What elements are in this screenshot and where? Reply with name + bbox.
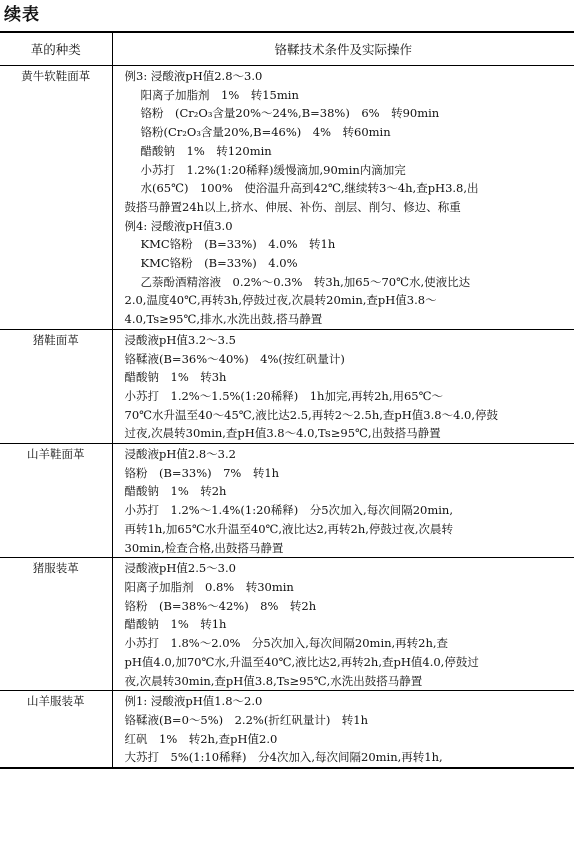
table-row — [0, 691, 574, 768]
table-row — [0, 444, 574, 558]
header-leather-type: 革的种类 — [0, 32, 112, 66]
table-row — [0, 329, 574, 443]
procedure-line: 30min,检查合格,出鼓搭马静置 — [124, 540, 284, 555]
leather-type-cell: 山羊服装革 — [0, 691, 112, 768]
procedure-line: 铬粉 (B=38%～42%) 8% 转2h — [124, 598, 317, 613]
procedure-line: KMC铬粉 (B=33%) 4.0% 转1h — [140, 237, 336, 252]
procedure-line: 铬鞣液(B=0～5%) 2.2%(折红矾量计) 转1h — [124, 712, 369, 727]
header-conditions: 铬鞣技术条件及实际操作 — [112, 32, 574, 66]
procedure-line: 小苏打 1.2%(1:20稀释)缓慢滴加,90min内滴加完 — [140, 162, 406, 177]
procedure-line: 小苏打 1.8%～2.0% 分5次加入,每次间隔20min,再转2h,查 — [124, 636, 449, 651]
leather-type-cell: 黄牛软鞋面革 — [0, 66, 112, 330]
procedure-line: KMC铬粉 (B=33%) 4.0% — [140, 256, 298, 271]
procedure-line: 夜,次晨转30min,查pH值3.8,Ts≥95℃,水洗出鼓搭马静置 — [124, 673, 423, 688]
leather-type-cell: 山羊鞋面革 — [0, 444, 112, 558]
procedure-cell — [112, 329, 574, 443]
procedure-line: 鼓搭马静置24h以上,挤水、伸展、补伤、剖层、削匀、修边、称重 — [124, 199, 461, 214]
procedure-line: 例4: 浸酸液pH值3.0 — [124, 218, 233, 233]
procedure-line: 再转1h,加65℃水升温至40℃,液比达2,再转2h,停鼓过夜,次晨转 — [124, 521, 454, 536]
procedure-cell — [112, 444, 574, 558]
procedure-line: 醋酸钠 1% 转2h — [124, 484, 227, 499]
chrome-tanning-table — [0, 31, 574, 769]
page-title: 续表 — [4, 5, 40, 25]
procedure-line: 铬鞣液(B=36%～40%) 4%(按红矾量计) — [124, 351, 345, 366]
procedure-line: 过夜,次晨转30min,查pH值3.8～4.0,Ts≥95℃,出鼓搭马静置 — [124, 426, 441, 441]
procedure-line: 大苏打 5%(1:10稀释) 分4次加入,每次间隔20min,再转1h, — [124, 750, 443, 765]
leather-type-cell: 猪鞋面革 — [0, 329, 112, 443]
procedure-line: 醋酸钠 1% 转120min — [140, 143, 272, 158]
table-header-row — [0, 32, 574, 66]
procedure-line: pH值4.0,加70℃水,升温至40℃,液比达2,再转2h,查pH值4.0,停鼓过 — [124, 654, 479, 669]
procedure-line: 例3: 浸酸液pH值2.8～3.0 — [124, 69, 263, 83]
procedure-cell — [112, 558, 574, 691]
procedure-line: 乙萘酚酒精溶液 0.2%～0.3% 转3h,加65～70℃水,使液比达 — [140, 274, 471, 289]
procedure-line: 水(65℃) 100% 使浴温升高到42℃,继续转3～4h,查pH3.8,出 — [140, 181, 479, 196]
procedure-line: 小苏打 1.2%～1.4%(1:20稀释) 分5次加入,每次间隔20min, — [124, 503, 453, 518]
procedure-line: 浸酸液pH值3.2～3.5 — [124, 332, 236, 347]
procedure-line: 70℃水升温至40～45℃,液比达2.5,再转2～2.5h,查pH值3.8～4.0,停鼓 — [124, 407, 499, 422]
procedure-line: 铬粉 (B=33%) 7% 转1h — [124, 465, 280, 480]
procedure-cell — [112, 66, 574, 330]
procedure-line: 阳离子加脂剂 0.8% 转30min — [124, 579, 294, 594]
procedure-line: 醋酸钠 1% 转1h — [124, 617, 227, 632]
procedure-line: 铬粉 (Cr₂O₃含量20%～24%,B=38%) 6% 转90min — [140, 106, 440, 121]
procedure-line: 醋酸钠 1% 转3h — [124, 370, 227, 385]
table-row — [0, 66, 574, 330]
table-row — [0, 558, 574, 691]
procedure-line: 红矾 1% 转2h,查pH值2.0 — [124, 731, 278, 746]
procedure-line: 小苏打 1.2%～1.5%(1:20稀释) 1h加完,再转2h,用65℃～ — [124, 388, 443, 403]
procedure-line: 4.0,Ts≥95℃,排水,水洗出鼓,搭马静置 — [124, 312, 323, 327]
procedure-line: 例1: 浸酸液pH值1.8～2.0 — [124, 694, 263, 709]
procedure-line: 2.0,温度40℃,再转3h,停鼓过夜,次晨转20min,查pH值3.8～ — [124, 293, 437, 308]
procedure-line: 阳离子加脂剂 1% 转15min — [140, 87, 299, 102]
procedure-line: 铬粉(Cr₂O₃含量20%,B=46%) 4% 转60min — [140, 125, 391, 140]
table-body — [0, 66, 574, 769]
procedure-line: 浸酸液pH值2.5～3.0 — [124, 561, 236, 576]
procedure-cell — [112, 691, 574, 768]
procedure-line: 浸酸液pH值2.8～3.2 — [124, 447, 236, 462]
leather-type-cell: 猪服装革 — [0, 558, 112, 691]
